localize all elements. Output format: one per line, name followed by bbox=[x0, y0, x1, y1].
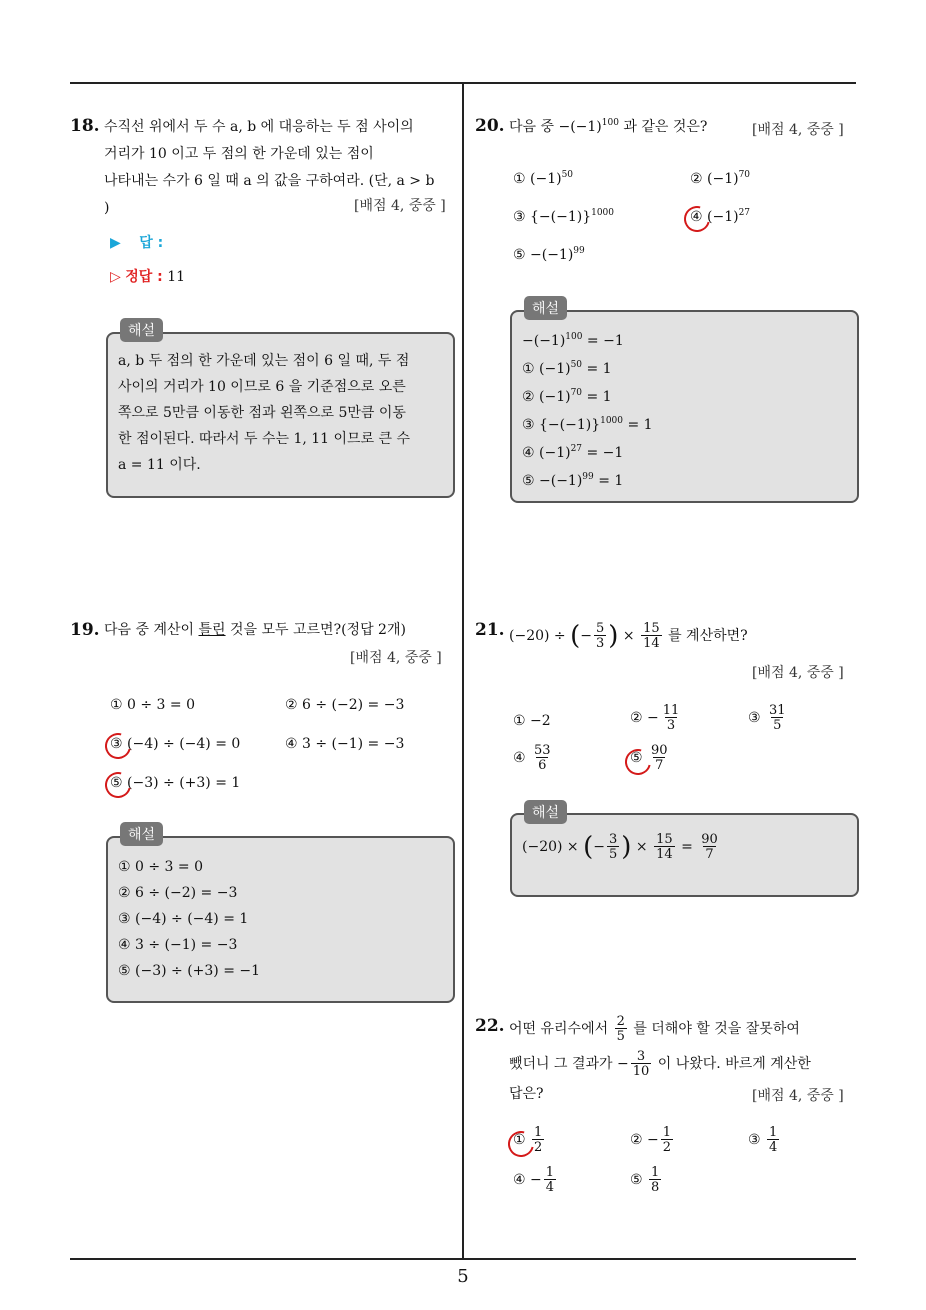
explanation-line: 한 점이된다. 따라서 두 수는 1, 11 이므로 큰 수 bbox=[118, 431, 411, 447]
minus-sign: − bbox=[580, 628, 592, 644]
answer-label: 답 : bbox=[139, 235, 164, 251]
explanation-line: a = 11 이다. bbox=[118, 457, 201, 473]
option-1[interactable] bbox=[513, 171, 573, 187]
question-text: 를 계산하면? bbox=[668, 628, 748, 644]
option-3[interactable]: ③ (−4) ÷ (−4) = 0 bbox=[110, 736, 241, 752]
explanation-line: ③ (−4) ÷ (−4) = 1 bbox=[118, 911, 249, 927]
explanation-line: ② $(-1)^{70} = 1$ bbox=[522, 388, 612, 405]
explanation-line: ⑤ (−3) ÷ (+3) = −1 bbox=[118, 963, 261, 979]
question-21-expression bbox=[509, 622, 748, 650]
question-number: 22. bbox=[475, 1016, 505, 1036]
question-22 bbox=[475, 1016, 505, 1036]
option-4[interactable]: ④ 3 ÷ (−1) = −3 bbox=[285, 736, 405, 752]
bottom-rule bbox=[70, 1258, 856, 1260]
question-20 bbox=[475, 116, 505, 136]
option-text: ⑤ −(−1) bbox=[513, 247, 574, 263]
option-5[interactable]: ⑤ $\frac{90}{7}$ bbox=[630, 743, 668, 773]
explanation-line: a, b 두 점의 한 가운데 있는 점이 6 일 때, 두 점 bbox=[118, 353, 410, 369]
selected-mark-circle bbox=[100, 767, 136, 803]
question-number: 19. bbox=[70, 620, 100, 640]
fraction: $\frac{5}{3}$ bbox=[596, 621, 605, 651]
explanation-line: 쪽으로 5만큼 이동한 점과 왼쪽으로 5만큼 이동 bbox=[118, 405, 406, 421]
option-text: ③ {−(−1)} bbox=[513, 209, 592, 225]
correct-answer-row bbox=[110, 266, 185, 286]
option-text: ① (−1) bbox=[513, 171, 562, 187]
question-line: 거리가 10 이고 두 점의 한 가운데 있는 점이 bbox=[104, 146, 374, 162]
explanation-line: ① 0 ÷ 3 = 0 bbox=[118, 859, 203, 875]
exponent: 50 bbox=[561, 170, 574, 180]
score-meta: [배점 4, 중중 ] bbox=[752, 122, 844, 138]
selected-mark-circle bbox=[679, 201, 715, 237]
exponent: 70 bbox=[738, 170, 751, 180]
paren: ( bbox=[570, 621, 581, 651]
question-line: ) bbox=[104, 200, 110, 216]
correct-label: 정답 : bbox=[125, 269, 163, 285]
question-22-line-2: 뺐더니 그 결과가 − $\frac{3}{10}$ 이 나왔다. 바르게 계산한 bbox=[509, 1049, 811, 1079]
selected-mark-circle bbox=[100, 728, 136, 764]
question-18 bbox=[70, 116, 100, 136]
expression-text: (−20) ÷ bbox=[509, 628, 566, 644]
explanation-tag: 해설 bbox=[120, 822, 163, 846]
question-text: 다음 중 −(−1) bbox=[509, 119, 602, 135]
option-5[interactable] bbox=[513, 247, 585, 263]
paren: ) bbox=[608, 621, 619, 651]
explanation-line: $-(-1)^{100} = -1$ bbox=[522, 332, 624, 349]
option-text: ② (−1) bbox=[690, 171, 739, 187]
question-text: 다음 중 계산이 bbox=[104, 622, 199, 638]
option-text: ④ (−1) bbox=[690, 209, 739, 225]
question-22-line-1: 어떤 유리수에서 $\frac{2}{5}$ 를 더해야 할 것을 잘못하여 bbox=[509, 1014, 800, 1044]
exponent: 27 bbox=[738, 208, 751, 218]
option-4[interactable]: ④ $\frac{53}{6}$ bbox=[513, 743, 551, 773]
question-text: 것을 모두 고르면?(정답 2개) bbox=[225, 622, 406, 638]
correct-value: 11 bbox=[167, 269, 186, 285]
option-1[interactable]: ① −2 bbox=[513, 713, 551, 729]
question-19-text bbox=[104, 617, 406, 644]
explanation-tag: 해설 bbox=[524, 800, 567, 824]
outline-play-icon: ▷ bbox=[110, 269, 121, 285]
question-number: 18. bbox=[70, 116, 100, 136]
explanation-line: ① $(-1)^{50} = 1$ bbox=[522, 360, 612, 377]
option-2[interactable]: ② − $\frac{1}{2}$ bbox=[630, 1125, 672, 1155]
question-20-text bbox=[509, 114, 707, 143]
explanation-line: ③ $\{-(-1)\}^{1000} = 1$ bbox=[522, 416, 653, 433]
option-3[interactable]: ③ $\frac{31}{5}$ bbox=[748, 703, 786, 733]
option-3[interactable] bbox=[513, 209, 614, 225]
explanation-line: ② 6 ÷ (−2) = −3 bbox=[118, 885, 238, 901]
question-line: 나타내는 수가 6 일 때 a 의 값을 구하여라. (단, a > b bbox=[104, 173, 435, 189]
question-22-line-3: 답은? bbox=[509, 1086, 544, 1102]
explanation-line: ④ $(-1)^{27} = -1$ bbox=[522, 444, 624, 461]
score-meta: [배점 4, 중중 ] bbox=[350, 650, 442, 666]
explanation-box bbox=[106, 332, 455, 498]
score-meta: [배점 4, 중중 ] bbox=[354, 198, 446, 214]
explanation-box bbox=[510, 310, 859, 503]
question-number: 21. bbox=[475, 620, 505, 640]
question-19 bbox=[70, 620, 100, 640]
explanation-tag: 해설 bbox=[120, 318, 163, 342]
score-meta: [배점 4, 중중 ] bbox=[752, 665, 844, 681]
exponent: 99 bbox=[573, 246, 585, 256]
explanation-line: 사이의 거리가 10 이므로 6 을 기준점으로 오른 bbox=[118, 379, 406, 395]
explanation-box bbox=[106, 836, 455, 1003]
explanation-tag: 해설 bbox=[524, 296, 567, 320]
fraction: $\frac{15}{14}$ bbox=[643, 621, 660, 651]
option-5[interactable]: ⑤ (−3) ÷ (+3) = 1 bbox=[110, 775, 241, 791]
question-21 bbox=[475, 620, 505, 640]
question-number: 20. bbox=[475, 116, 505, 136]
score-meta: [배점 4, 중중 ] bbox=[752, 1088, 844, 1104]
column-divider bbox=[462, 82, 464, 1258]
option-2[interactable]: ② 6 ÷ (−2) = −3 bbox=[285, 697, 405, 713]
question-text: 과 같은 것은? bbox=[618, 119, 708, 135]
option-4[interactable]: ④ − $\frac{1}{4}$ bbox=[513, 1165, 555, 1195]
play-icon: ▶ bbox=[110, 235, 121, 251]
option-1[interactable]: ① $\frac{1}{2}$ bbox=[513, 1125, 543, 1155]
times-sign: × bbox=[622, 628, 635, 644]
explanation-line: ④ 3 ÷ (−1) = −3 bbox=[118, 937, 238, 953]
exponent: 1000 bbox=[591, 208, 615, 218]
option-2[interactable] bbox=[690, 171, 750, 187]
exponent: 100 bbox=[601, 118, 619, 128]
underlined-word: 틀린 bbox=[198, 622, 226, 638]
page-number: 5 bbox=[457, 1266, 469, 1287]
option-5[interactable]: ⑤ $\frac{1}{8}$ bbox=[630, 1165, 660, 1195]
answer-row bbox=[110, 232, 163, 252]
question-line: 수직선 위에서 두 수 a, b 에 대응하는 두 점 사이의 bbox=[104, 119, 414, 135]
option-1[interactable]: ① 0 ÷ 3 = 0 bbox=[110, 697, 195, 713]
option-2[interactable]: ② − $\frac{11}{3}$ bbox=[630, 703, 680, 733]
explanation-box: (−20) × (− $\frac{3}{5}$ ) × $\frac{15}{14}$ = $\frac{90}{7}$ bbox=[510, 813, 859, 897]
option-3[interactable]: ③ $\frac{1}{4}$ bbox=[748, 1125, 778, 1155]
explanation-line: ⑤ $-(-1)^{99} = 1$ bbox=[522, 472, 624, 489]
